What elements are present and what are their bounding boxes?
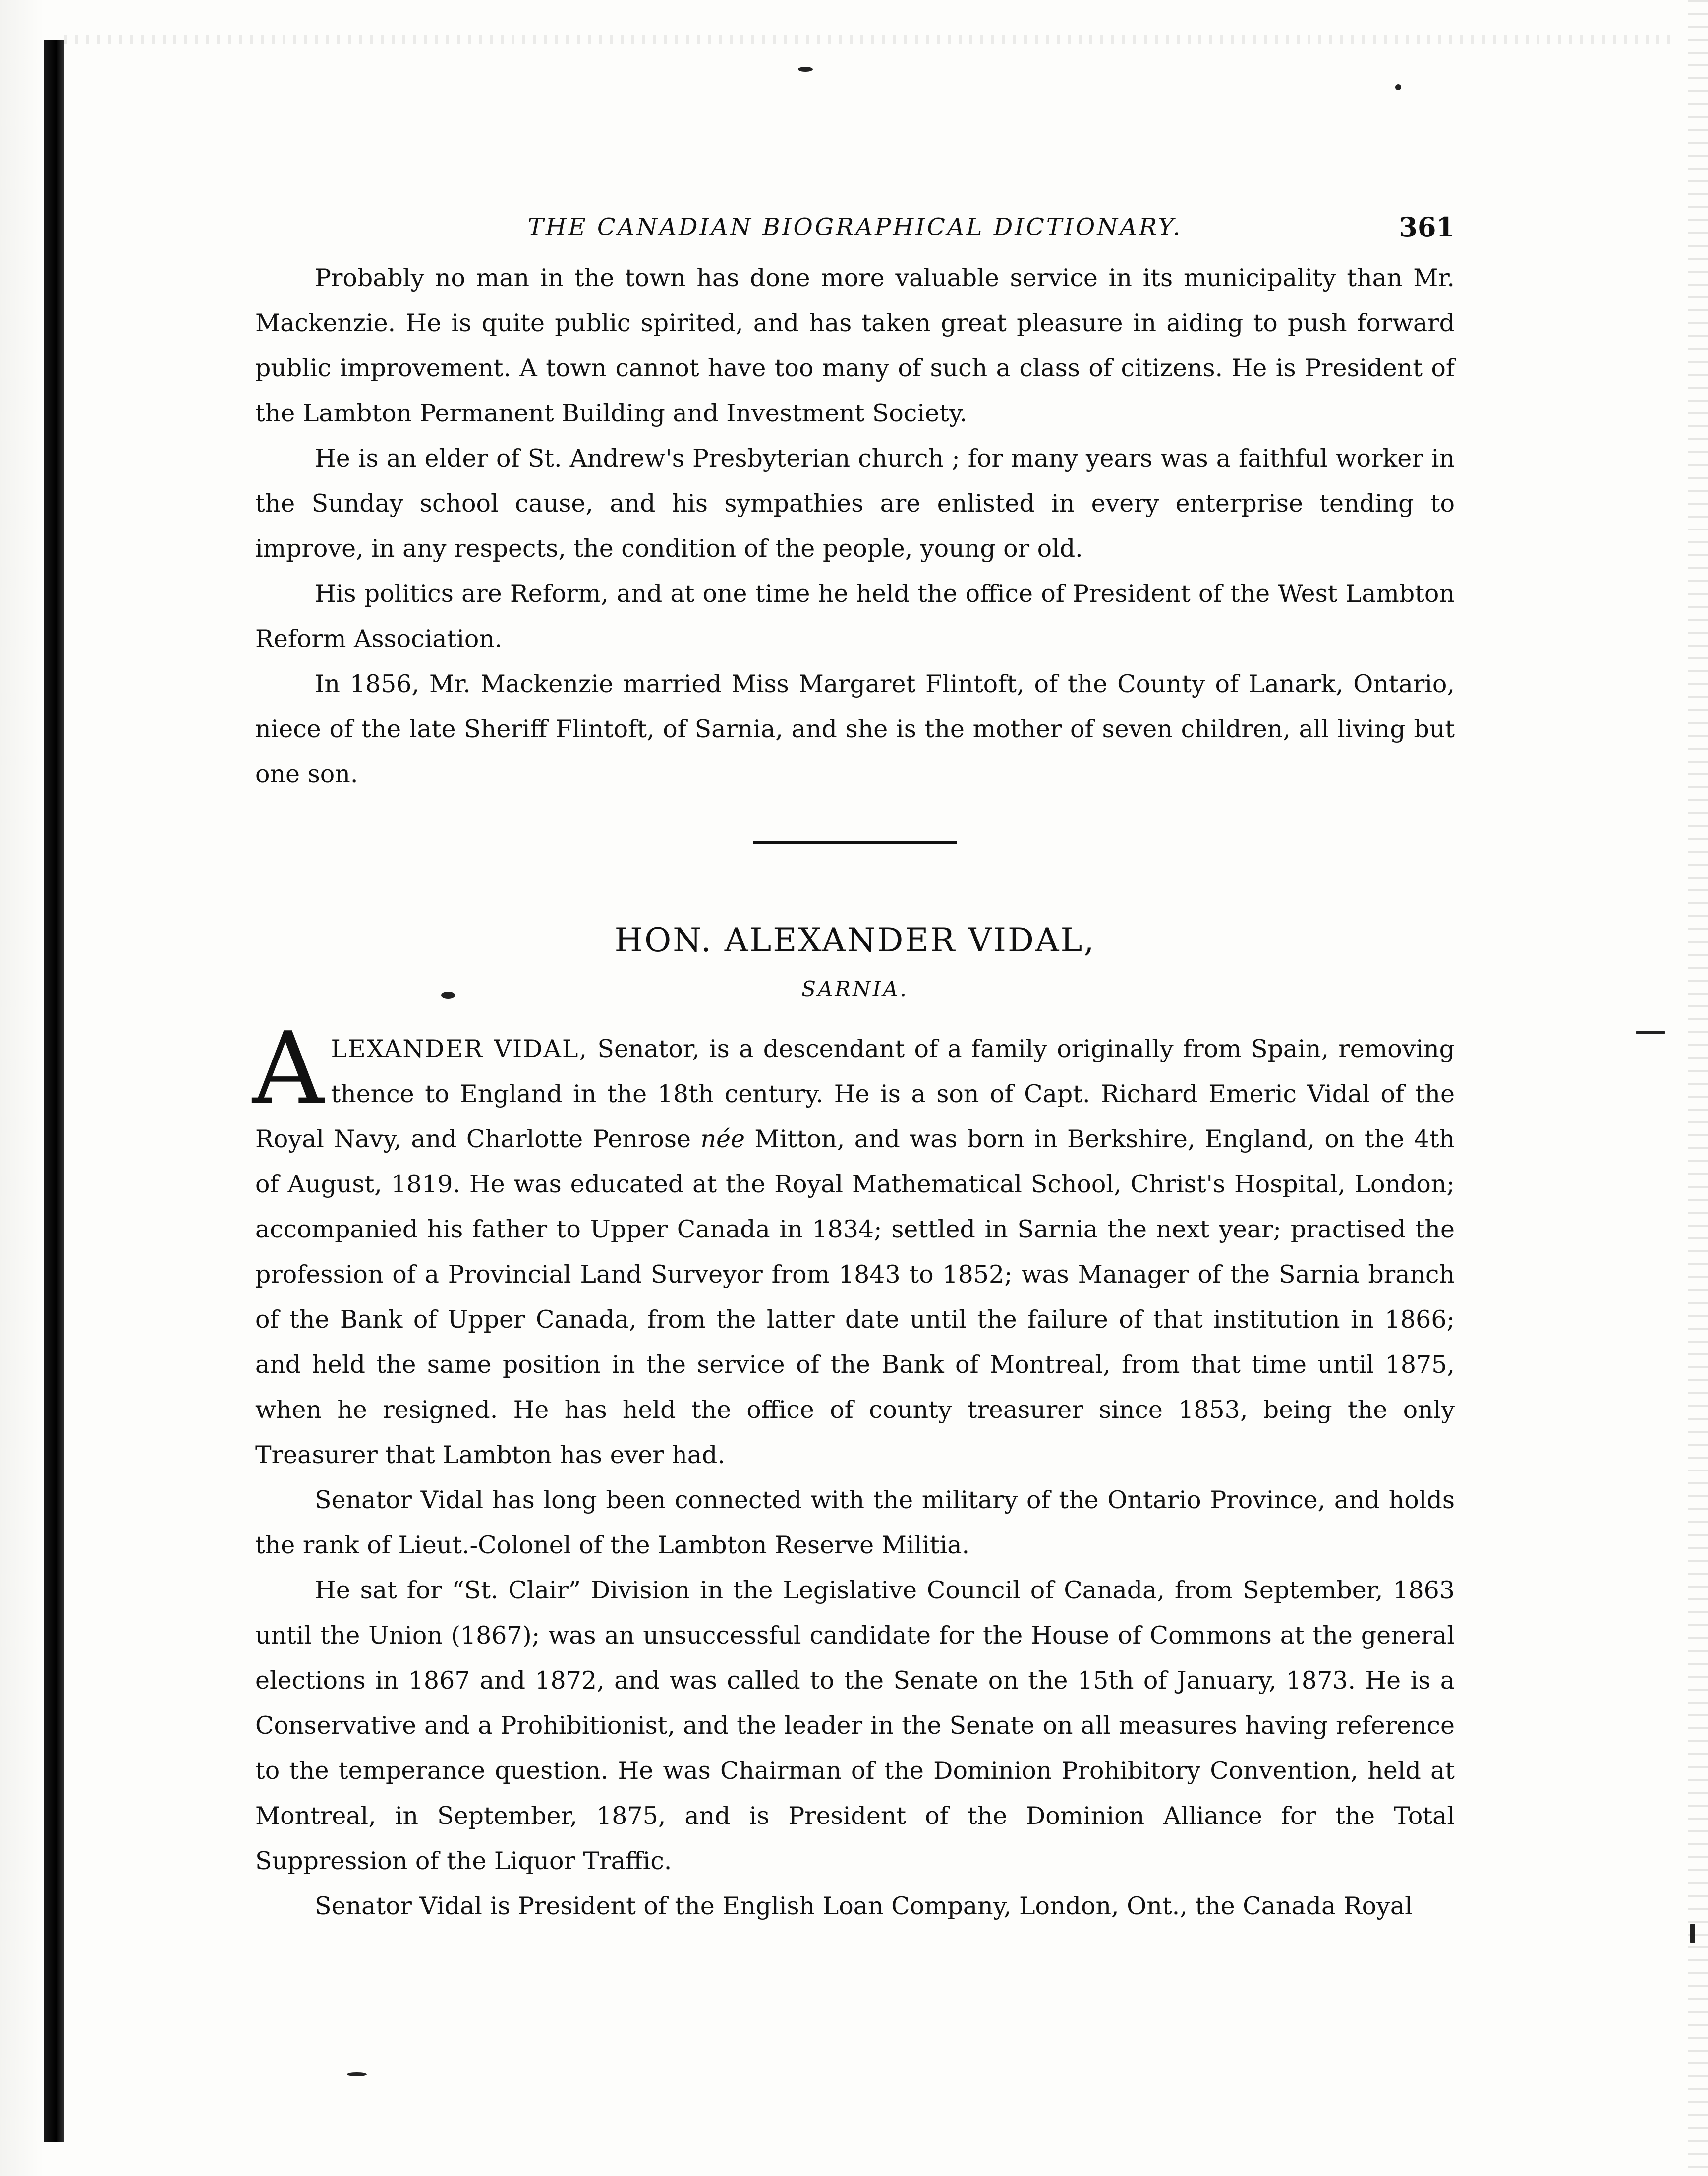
- scan-speck: [347, 2072, 367, 2076]
- entry-lead-paragraph: [252, 1011, 1455, 1477]
- previous-entry: [255, 255, 1455, 797]
- entry-location: SARNIA.: [801, 977, 909, 1001]
- paragraph: He sat for “St. Clair” Division in the Legislative Council of Canada, from September, 1863 until the Union (1867); was an unsuccessful candidate for the House of Commons at the general elections in 1867 and 1872, and was called to the Senate on the 15th of January, 1873. He is a Conservative and a Prohibitionist, and the leader in the Senate on all measures having reference to the temperance question. He was Chairman of the Dominion Prohibitory Convention, held at Montreal, in September, 1875, and is President of the Dominion Alliance for the Total Suppression of the Liquor Traffic.: [255, 1576, 1455, 1875]
- paragraph: Probably no man in the town has done more valuable service in its municipality than Mr. Mackenzie. He is quite public spirited, and has taken great pleasure in aiding to push forward public improvement. A town cannot have too many of such a class of citizens. He is President of the Lambton Permanent Building and Investment Society.: [255, 264, 1455, 427]
- paragraph: He is an elder of St. Andrew's Presbyterian church ; for many years was a faithful worker in the Sunday school cause, and his sympathies are enlisted in every enterprise tending to improve, in any respects, the condition of the people, young or old.: [255, 444, 1455, 563]
- scan-speck: [798, 67, 813, 72]
- lead-text: Senator, is a descendant of a family originally from Spain, removing thence to England in the 18th century. He is a son of Capt. Richard Emeric Vidal of the Royal Navy, and Charlotte Penrose: [255, 1035, 1455, 1153]
- entry-heading: HON. ALEXANDER VIDAL,: [614, 921, 1096, 959]
- scan-speck: [1636, 1031, 1665, 1034]
- paragraph: His politics are Reform, and at one time he held the office of President of the West Lambton Reform Association.: [255, 580, 1455, 653]
- paragraph: In 1856, Mr. Mackenzie married Miss Margaret Flintoft, of the County of Lanark, Ontario, niece of the late Sheriff Flintoft, of Sarnia, and she is the mother of seven children, all living but one son.: [255, 670, 1455, 788]
- lead-caps: LEXANDER VIDAL,: [331, 1035, 588, 1063]
- scan-noise-top: [64, 35, 1670, 44]
- running-title: THE CANADIAN BIOGRAPHICAL DICTIONARY.: [527, 213, 1183, 241]
- running-head: [255, 208, 1455, 255]
- scan-speck: [1395, 84, 1401, 90]
- paragraph: Senator Vidal is President of the English Loan Company, London, Ont., the Canada Royal: [315, 1892, 1413, 1920]
- page-number: 361: [1399, 211, 1455, 243]
- page-content: [252, 208, 1455, 1929]
- nee-italic: née: [700, 1125, 745, 1153]
- scan-noise-right: [1688, 0, 1708, 2176]
- binding-shadow: [0, 0, 44, 2176]
- paragraph: Senator Vidal has long been connected with the military of the Ontario Province, and holds the rank of Lieut.-Colonel of the Lambton Reserve Militia.: [255, 1486, 1455, 1559]
- binding-edge: [44, 40, 64, 2142]
- drop-cap: A: [252, 1011, 324, 1126]
- section-divider: [753, 841, 957, 844]
- lead-text-continued: Mitton, and was born in Berkshire, England, on the 4th of August, 1819. He was educated at the Royal Mathematical School, Christ's Hospital, London; accompanied his father to Upper Canada in 1834; settled in Sarnia the next year; practised the profession of a Provincial Land Surveyor from 1843 to 1852; was Manager of the Sarnia branch of the Bank of Upper Canada, from the latter date until the failure of that institution in 1866; and held the same position in the service of the Bank of Montreal, from that time until 1875, when he resigned. He has held the office of county treasurer since 1853, being the only Treasurer that Lambton has ever had.: [255, 1125, 1455, 1469]
- scan-speck: [1690, 1924, 1695, 1943]
